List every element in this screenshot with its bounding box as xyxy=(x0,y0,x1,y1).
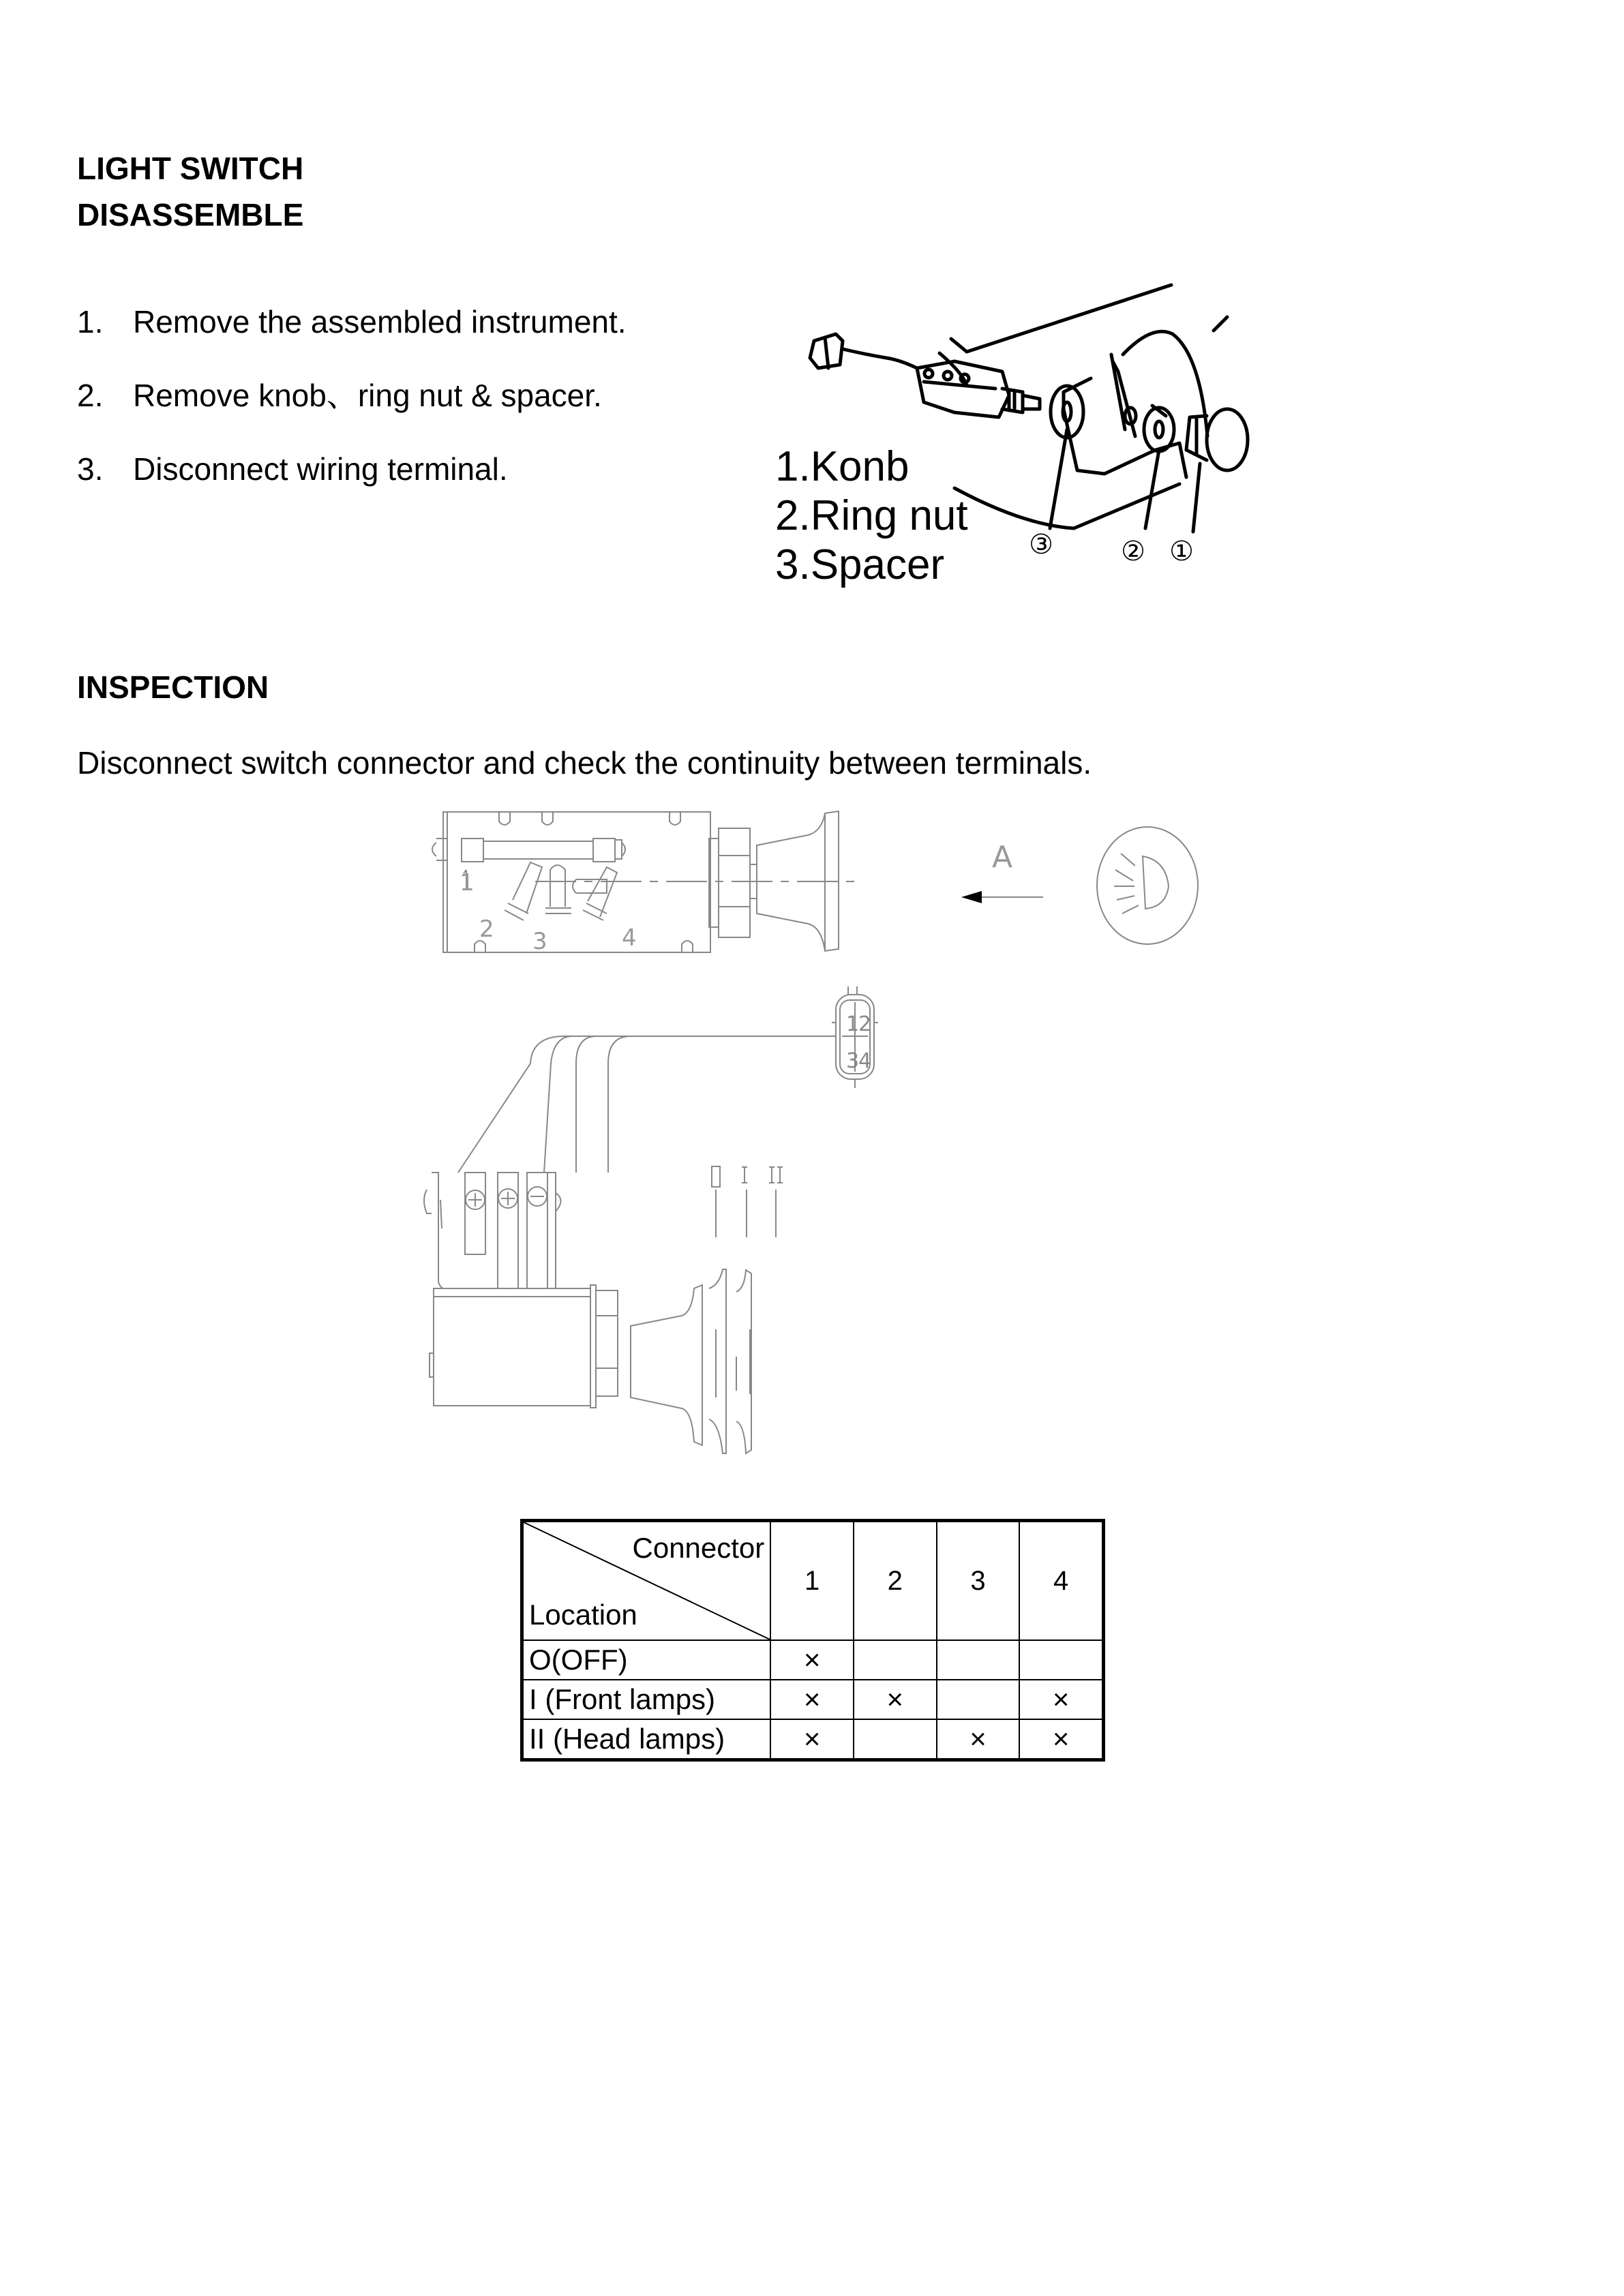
table-header-row xyxy=(522,1521,1104,1641)
callout-1: ① xyxy=(1169,536,1194,567)
legend-spacer: 3.Spacer xyxy=(775,541,945,588)
step-text: Remove knob、ring nut & spacer. xyxy=(133,378,602,413)
section-title-inspection: INSPECTION xyxy=(77,669,269,705)
terminal-label-4: 4 xyxy=(622,924,637,952)
connector-pin-3: 3 xyxy=(846,1049,860,1073)
header-connector: Connector xyxy=(632,1532,765,1564)
continuity-cell xyxy=(1019,1640,1103,1680)
section-title-light-switch: LIGHT SWITCH xyxy=(77,151,304,186)
step-2 xyxy=(77,380,602,411)
continuity-cell: × xyxy=(770,1719,854,1760)
continuity-cell: × xyxy=(1019,1719,1103,1760)
continuity-cell xyxy=(854,1719,937,1760)
continuity-cell: × xyxy=(1019,1680,1103,1719)
header-location: Location xyxy=(529,1599,637,1631)
table-row xyxy=(522,1719,1104,1760)
column-header-3: 3 xyxy=(937,1521,1020,1641)
step-number: 3. xyxy=(77,451,104,487)
step-number: 2. xyxy=(77,378,104,413)
continuity-cell: × xyxy=(937,1719,1020,1760)
terminal-label-2: 2 xyxy=(479,916,494,943)
row-location: I (Front lamps) xyxy=(522,1680,771,1719)
connector-pin-4: 4 xyxy=(858,1049,872,1073)
step-3 xyxy=(77,453,508,485)
continuity-cell: × xyxy=(770,1680,854,1719)
column-header-2: 2 xyxy=(854,1521,937,1641)
section-subtitle-disassemble: DISASSEMBLE xyxy=(77,197,304,232)
view-arrow-icon xyxy=(961,891,982,903)
continuity-cell: × xyxy=(770,1640,854,1680)
row-location: II (Head lamps) xyxy=(522,1719,771,1760)
header-diagonal-cell xyxy=(522,1521,771,1641)
table-row xyxy=(522,1640,1104,1680)
inspection-instruction: Disconnect switch connector and check the continuity between terminals. xyxy=(77,745,1092,781)
table-row xyxy=(522,1680,1104,1719)
callout-2: ② xyxy=(1121,536,1145,567)
step-text: Remove the assembled instrument. xyxy=(133,304,627,339)
step-1 xyxy=(77,306,627,337)
connector-pin-1: 1 xyxy=(846,1012,860,1036)
step-number: 1. xyxy=(77,304,104,339)
legend-knob: 1.Konb xyxy=(775,443,909,490)
column-header-1: 1 xyxy=(770,1521,854,1641)
view-a-label: A xyxy=(992,840,1013,875)
continuity-table xyxy=(520,1519,1105,1762)
continuity-cell: × xyxy=(854,1680,937,1719)
continuity-cell xyxy=(937,1680,1020,1719)
continuity-cell xyxy=(854,1640,937,1680)
callout-3: ③ xyxy=(1029,529,1053,560)
row-location: O(OFF) xyxy=(522,1640,771,1680)
column-header-4: 4 xyxy=(1019,1521,1103,1641)
terminal-label-1: 1 xyxy=(460,869,475,896)
connector-pin-2: 2 xyxy=(858,1012,872,1036)
switch-connector-diagram xyxy=(423,982,1227,1472)
exploded-switch-figure xyxy=(784,273,1275,586)
continuity-cell xyxy=(937,1640,1020,1680)
legend-ring-nut: 2.Ring nut xyxy=(775,492,968,539)
terminal-label-3: 3 xyxy=(532,928,547,955)
step-text: Disconnect wiring terminal. xyxy=(133,451,508,487)
